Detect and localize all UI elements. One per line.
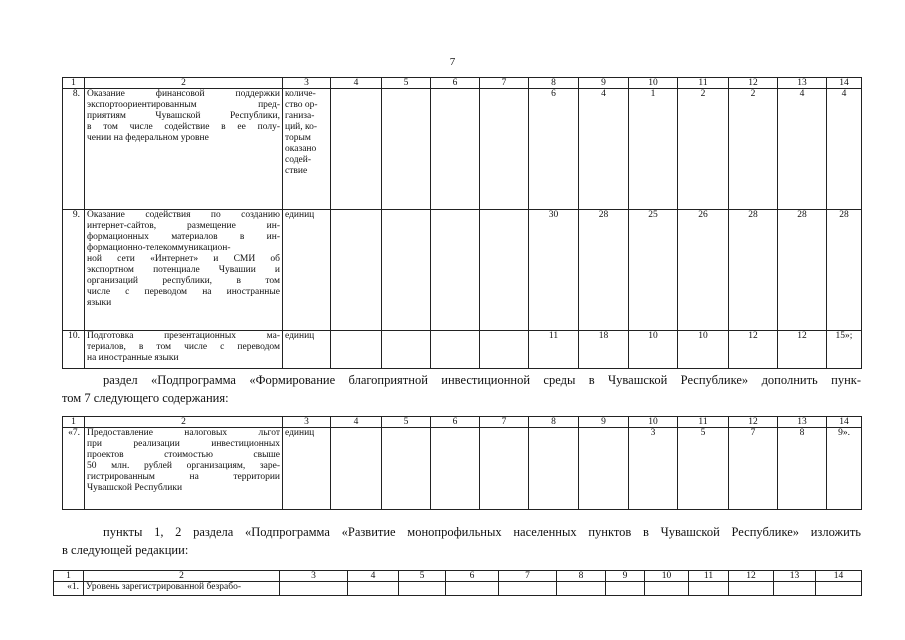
unit-line: ганиза- [285, 111, 315, 121]
value-cell [431, 89, 480, 210]
value-cell: 28 [778, 210, 827, 331]
column-header-cell: 10 [629, 417, 678, 428]
description-line: Чувашской Республики [87, 483, 183, 493]
value-cell [529, 428, 579, 510]
description-line: Подготовка презентационных ма- [87, 331, 280, 341]
value-cell [729, 582, 774, 596]
column-header-cell: 14 [816, 571, 862, 582]
column-header-cell: 7 [499, 571, 557, 582]
column-header-cell: 7 [480, 417, 529, 428]
column-header-cell: 3 [283, 78, 331, 89]
description-line: организаций республики, в том [87, 276, 280, 286]
value-cell: 10 [678, 331, 729, 369]
value-cell: 2 [678, 89, 729, 210]
value-cell: 12 [729, 331, 778, 369]
column-header-cell: 13 [778, 78, 827, 89]
value-cell [399, 582, 446, 596]
unit-line: единиц [285, 210, 315, 220]
value-cell [557, 582, 606, 596]
paragraph-line: раздел «Подпрограмма «Формирование благоприятной инвестиционной среды в Чувашской Республике» дополнить пунк- [103, 373, 861, 387]
value-cell [331, 89, 382, 210]
value-cell: 26 [678, 210, 729, 331]
paragraph-line: пункты 1, 2 раздела «Подпрограмма «Развитие монопрофильных населенных пунктов в Чувашской Республике» изложить [103, 525, 861, 539]
table-row [63, 89, 862, 210]
column-header-cell: 2 [85, 417, 283, 428]
value-cell: 6 [529, 89, 579, 210]
value-cell [431, 428, 480, 510]
unit-line: единиц [285, 331, 315, 341]
column-header-cell: 9 [579, 78, 629, 89]
unit-cell [283, 331, 331, 369]
column-header-cell: 4 [331, 417, 382, 428]
column-header-cell: 11 [678, 78, 729, 89]
paragraph-line: в следующей редакции: [62, 543, 189, 557]
value-cell: 4 [579, 89, 629, 210]
value-cell: 28 [729, 210, 778, 331]
indicator-description-cell [85, 210, 283, 331]
description-line: Предоставление налоговых льгот [87, 428, 280, 438]
indicator-description-cell [85, 331, 283, 369]
column-header-cell: 8 [529, 78, 579, 89]
value-cell: 15»; [827, 331, 862, 369]
column-header-cell: 8 [529, 417, 579, 428]
unit-line: количе- [285, 89, 316, 99]
value-cell [382, 210, 431, 331]
value-cell [499, 582, 557, 596]
paragraph-line: том 7 следующего содержания: [62, 391, 229, 405]
column-header-cell: 9 [606, 571, 645, 582]
description-line: интернет-сайтов, размещение ин- [87, 221, 280, 231]
column-header-cell: 13 [778, 417, 827, 428]
row-number-cell: «7. [63, 428, 85, 510]
column-header-cell: 11 [689, 571, 729, 582]
unit-cell [280, 582, 348, 596]
indicator-table-3 [53, 570, 862, 596]
value-cell [331, 210, 382, 331]
description-line: языки [87, 298, 112, 308]
value-cell [382, 428, 431, 510]
column-header-cell: 10 [645, 571, 689, 582]
value-cell [382, 331, 431, 369]
unit-line: торым [285, 133, 311, 143]
indicator-description-cell [85, 89, 283, 210]
value-cell [606, 582, 645, 596]
column-header-cell: 6 [446, 571, 499, 582]
table-row [63, 210, 862, 331]
column-header-cell: 1 [63, 78, 85, 89]
column-header-cell: 10 [629, 78, 678, 89]
description-line: при реализации инвестиционных [87, 439, 280, 449]
value-cell [645, 582, 689, 596]
table-header-row [54, 571, 862, 582]
unit-line: единиц [285, 428, 315, 438]
indicator-table-1 [62, 77, 862, 369]
row-number-cell: 8. [63, 89, 85, 210]
value-cell [480, 331, 529, 369]
column-header-cell: 6 [431, 417, 480, 428]
table-row [54, 582, 862, 596]
column-header-cell: 6 [431, 78, 480, 89]
value-cell: 8 [778, 428, 827, 510]
column-header-cell: 3 [280, 571, 348, 582]
table-row [63, 331, 862, 369]
value-cell [579, 428, 629, 510]
value-cell [431, 210, 480, 331]
value-cell: 28 [827, 210, 862, 331]
description-line: териалов, в том числе с переводом [87, 342, 280, 352]
table-row [63, 428, 862, 510]
column-header-cell: 2 [85, 78, 283, 89]
table-header-row [63, 78, 862, 89]
unit-cell [283, 210, 331, 331]
value-cell [774, 582, 816, 596]
value-cell: 12 [778, 331, 827, 369]
paragraph-monotown-subprogram [62, 523, 861, 559]
column-header-cell: 5 [382, 78, 431, 89]
value-cell [431, 331, 480, 369]
description-line: Оказание финансовой поддержки [87, 89, 280, 99]
column-header-cell: 14 [827, 78, 862, 89]
value-cell: 2 [729, 89, 778, 210]
page-number: 7 [449, 56, 456, 68]
row-number-cell: 10. [63, 331, 85, 369]
description-line: Уровень зарегистрированной безрабо- [86, 582, 242, 592]
value-cell: 9». [827, 428, 862, 510]
value-cell [331, 428, 382, 510]
unit-line: оказано [285, 144, 317, 154]
description-line: формационно-телекоммуникацион- [87, 243, 231, 253]
row-number-cell: 9. [63, 210, 85, 331]
column-header-cell: 7 [480, 78, 529, 89]
column-header-cell: 14 [827, 417, 862, 428]
description-line: экспортном потенциале Чувашии и [87, 265, 280, 275]
value-cell: 11 [529, 331, 579, 369]
column-header-cell: 12 [729, 417, 778, 428]
column-header-cell: 5 [382, 417, 431, 428]
value-cell [480, 210, 529, 331]
description-line: проектов стоимостью свыше [87, 450, 280, 460]
unit-cell [283, 89, 331, 210]
value-cell [689, 582, 729, 596]
value-cell: 4 [778, 89, 827, 210]
column-header-cell: 4 [348, 571, 399, 582]
description-line: 50 млн. рублей организациям, заре- [87, 461, 280, 471]
indicator-description-cell [84, 582, 280, 596]
row-number-cell: «1. [54, 582, 84, 596]
value-cell: 18 [579, 331, 629, 369]
value-cell: 30 [529, 210, 579, 331]
column-header-cell: 2 [84, 571, 280, 582]
column-header-cell: 12 [729, 571, 774, 582]
value-cell [816, 582, 862, 596]
unit-line: ство ор- [285, 100, 318, 110]
value-cell: 1 [629, 89, 678, 210]
description-line: на иностранные языки [87, 353, 179, 363]
column-header-cell: 1 [54, 571, 84, 582]
column-header-cell: 12 [729, 78, 778, 89]
indicator-table-2 [62, 416, 862, 510]
value-cell [446, 582, 499, 596]
description-line: ной сети «Интернет» и СМИ об [87, 254, 280, 264]
unit-line: ствие [285, 166, 308, 176]
value-cell [331, 331, 382, 369]
column-header-cell: 3 [283, 417, 331, 428]
description-line: гистрированным на территории [87, 472, 280, 482]
column-header-cell: 4 [331, 78, 382, 89]
value-cell: 7 [729, 428, 778, 510]
column-header-cell: 8 [557, 571, 606, 582]
unit-line: ций, ко- [285, 122, 318, 132]
value-cell [348, 582, 399, 596]
column-header-cell: 1 [63, 417, 85, 428]
column-header-cell: 11 [678, 417, 729, 428]
unit-line: содей- [285, 155, 311, 165]
value-cell: 3 [629, 428, 678, 510]
value-cell [480, 428, 529, 510]
value-cell: 4 [827, 89, 862, 210]
description-line: числе с переводом на иностранные [87, 287, 280, 297]
description-line: экспортоориентированным пред- [87, 100, 280, 110]
value-cell: 5 [678, 428, 729, 510]
value-cell [480, 89, 529, 210]
table-header-row [63, 417, 862, 428]
column-header-cell: 9 [579, 417, 629, 428]
value-cell: 10 [629, 331, 678, 369]
unit-cell [283, 428, 331, 510]
indicator-description-cell [85, 428, 283, 510]
description-line: Оказание содействия по созданию [87, 210, 280, 220]
description-line: приятиям Чувашской Республики, [87, 111, 280, 121]
column-header-cell: 5 [399, 571, 446, 582]
description-line: чении на федеральном уровне [87, 133, 209, 143]
column-header-cell: 13 [774, 571, 816, 582]
description-line: формационных материалов в ин- [87, 232, 280, 242]
value-cell [382, 89, 431, 210]
paragraph-investment-subprogram [62, 371, 861, 407]
description-line: в том числе содействие в ее полу- [87, 122, 280, 132]
value-cell: 25 [629, 210, 678, 331]
value-cell: 28 [579, 210, 629, 331]
